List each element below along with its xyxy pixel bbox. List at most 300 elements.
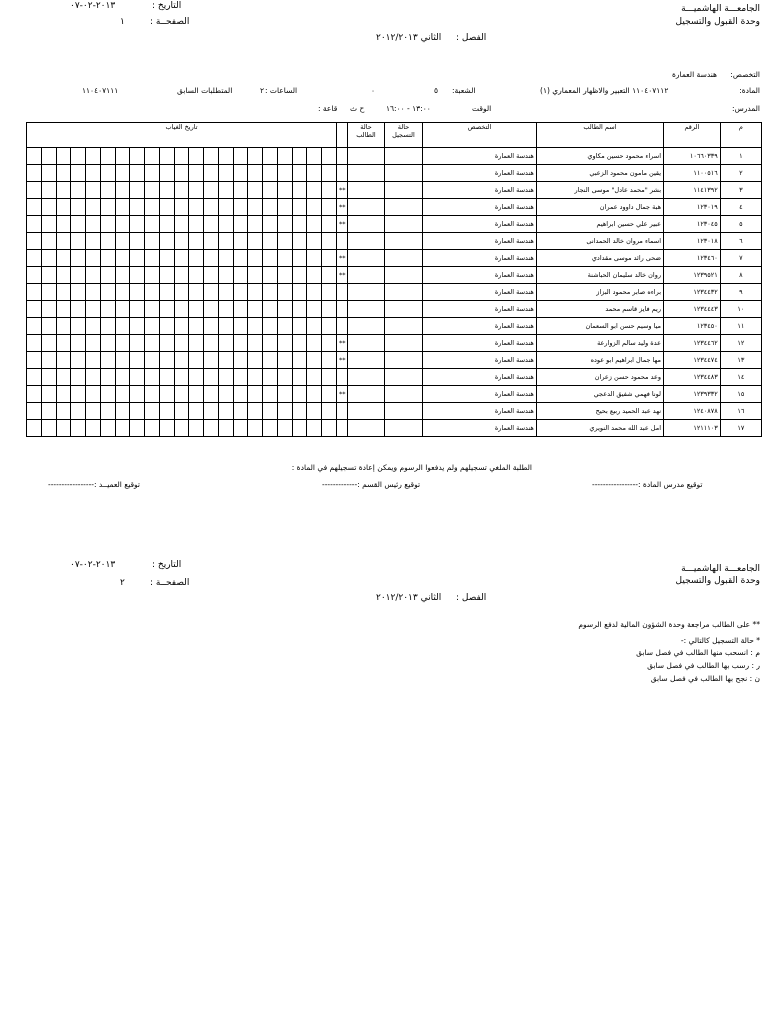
- student-status-cell: [348, 335, 384, 352]
- attendance-cell: [41, 369, 56, 386]
- attendance-cell: [307, 318, 322, 335]
- attendance-cell: [233, 369, 248, 386]
- student-status-cell: [348, 250, 384, 267]
- p2-note-2: * حالة التسجيل كالتالي :-: [680, 636, 760, 645]
- attendance-cell: [86, 284, 101, 301]
- attendance-cell: [277, 267, 292, 284]
- attendance-cell: [41, 352, 56, 369]
- attendance-cell: [159, 386, 174, 403]
- attendance-cell: [218, 199, 233, 216]
- row-number-cell: ١٣: [720, 352, 761, 369]
- attendance-cell: [130, 216, 145, 233]
- attendance-cell: [27, 352, 42, 369]
- registration-unit: وحدة القبول والتسجيل: [675, 17, 760, 27]
- attendance-cell: [277, 352, 292, 369]
- attendance-cell: [27, 267, 42, 284]
- attendance-cell: [159, 216, 174, 233]
- p2-note-5: ن : نجح بها الطالب في فصل سابق: [650, 674, 760, 683]
- semester-label: الفصل :: [456, 33, 487, 43]
- attendance-cell: [115, 318, 130, 335]
- p2-registration-unit: وحدة القبول والتسجيل: [675, 576, 760, 586]
- attendance-cell: [263, 335, 278, 352]
- row-number-cell: ٩: [720, 284, 761, 301]
- student-name-cell: اسراء محمود حسين مكاوي: [536, 148, 663, 165]
- section-value: ٥: [434, 86, 439, 95]
- attendance-cell: [263, 182, 278, 199]
- attendance-cell: [233, 403, 248, 420]
- attendance-cell: [204, 403, 219, 420]
- prereq-value: ١١٠٤٠٧١١١: [82, 86, 119, 95]
- attendance-cell: [130, 165, 145, 182]
- attendance-cell: [159, 250, 174, 267]
- attendance-cell: [322, 352, 337, 369]
- p2-semester-value: الثاني ٢٠١٢/٢٠١٣: [376, 593, 442, 603]
- major-value: هندسة العمارة: [672, 70, 718, 79]
- attendance-cell: [130, 301, 145, 318]
- attendance-cell: [248, 165, 263, 182]
- attendance-cell: [322, 250, 337, 267]
- attendance-cell: [41, 335, 56, 352]
- fee-flag-cell: [337, 403, 348, 420]
- dean-signature: توقيع العميــد :-----------------: [48, 480, 141, 489]
- attendance-cell: [56, 182, 71, 199]
- attendance-cell: [41, 403, 56, 420]
- attendance-cell: [130, 318, 145, 335]
- row-number-header: م: [720, 123, 761, 148]
- attendance-cell: [100, 369, 115, 386]
- student-id-cell: ١٢٣٤٤٧٤: [664, 352, 721, 369]
- attendance-cell: [56, 420, 71, 437]
- row-number-cell: ١٤: [720, 369, 761, 386]
- prereq-label: المتطلبات السابق: [177, 86, 233, 95]
- attendance-cell: [292, 386, 307, 403]
- table-row: [27, 386, 762, 403]
- attendance-cell: [248, 267, 263, 284]
- student-name-cell: ريم فايز قاسم محمد: [536, 301, 663, 318]
- attendance-cell: [27, 369, 42, 386]
- attendance-cell: [307, 420, 322, 437]
- attendance-cell: [145, 301, 160, 318]
- attendance-cell: [307, 352, 322, 369]
- attendance-cell: [56, 148, 71, 165]
- attendance-cell: [130, 420, 145, 437]
- attendance-cell: [307, 165, 322, 182]
- student-status-cell: [348, 301, 384, 318]
- attendance-cell: [41, 318, 56, 335]
- attendance-cell: [292, 199, 307, 216]
- student-id-header: الرقم: [664, 123, 721, 148]
- attendance-cell: [292, 182, 307, 199]
- attendance-cell: [56, 403, 71, 420]
- attendance-cell: [100, 301, 115, 318]
- attendance-cell: [307, 386, 322, 403]
- attendance-cell: [248, 233, 263, 250]
- fee-flag-cell: [337, 301, 348, 318]
- attendance-cell: [86, 301, 101, 318]
- table-row: [27, 165, 762, 182]
- attendance-cell: [100, 165, 115, 182]
- attendance-cell: [130, 403, 145, 420]
- attendance-cell: [233, 216, 248, 233]
- attendance-cell: [27, 335, 42, 352]
- attendance-cell: [145, 369, 160, 386]
- attendance-cell: [248, 250, 263, 267]
- fee-flag-cell: **: [337, 352, 348, 369]
- attendance-cell: [71, 250, 86, 267]
- time-label: الوقت: [472, 104, 492, 113]
- attendance-cell: [322, 284, 337, 301]
- attendance-cell: [174, 403, 189, 420]
- attendance-cell: [86, 369, 101, 386]
- attendance-cell: [115, 148, 130, 165]
- attendance-cell: [233, 199, 248, 216]
- attendance-cell: [248, 386, 263, 403]
- attendance-cell: [292, 420, 307, 437]
- attendance-cell: [56, 250, 71, 267]
- row-number-cell: ١: [720, 148, 761, 165]
- attendance-cell: [115, 199, 130, 216]
- specialization-cell: هندسة العمارة: [423, 301, 537, 318]
- attendance-cell: [71, 352, 86, 369]
- attendance-cell: [322, 182, 337, 199]
- attendance-cell: [115, 386, 130, 403]
- page-number: ١: [120, 17, 125, 27]
- student-status-header: حالة الطالب: [348, 123, 384, 148]
- student-name-cell: روان خالد سليمان الحباشنة: [536, 267, 663, 284]
- reg-status-cell: [384, 216, 423, 233]
- attendance-cell: [248, 318, 263, 335]
- attendance-cell: [277, 233, 292, 250]
- attendance-cell: [100, 284, 115, 301]
- attendance-cell: [174, 386, 189, 403]
- attendance-cell: [41, 386, 56, 403]
- course-value: ١١٠٤٠٧١١٢ التعبير والاظهار المعماري (١): [540, 86, 669, 95]
- attendance-cell: [189, 182, 204, 199]
- specialization-cell: هندسة العمارة: [423, 352, 537, 369]
- student-name-cell: مها جمال ابراهيم ابو عوده: [536, 352, 663, 369]
- student-name-cell: ميا وسيم حسن ابو السعمان: [536, 318, 663, 335]
- attendance-cell: [307, 284, 322, 301]
- attendance-cell: [263, 199, 278, 216]
- attendance-cell: [159, 301, 174, 318]
- reg-status-cell: [384, 301, 423, 318]
- attendance-cell: [322, 199, 337, 216]
- fee-flag-cell: [337, 148, 348, 165]
- attendance-cell: [71, 369, 86, 386]
- attendance-cell: [322, 403, 337, 420]
- attendance-cell: [277, 318, 292, 335]
- attendance-cell: [115, 216, 130, 233]
- attendance-cell: [86, 352, 101, 369]
- student-status-cell: [348, 148, 384, 165]
- attendance-cell: [56, 165, 71, 182]
- row-number-cell: ١١: [720, 318, 761, 335]
- attendance-cell: [130, 148, 145, 165]
- attendance-cell: [159, 352, 174, 369]
- attendance-cell: [100, 216, 115, 233]
- attendance-cell: [233, 284, 248, 301]
- attendance-cell: [277, 284, 292, 301]
- attendance-cell: [174, 165, 189, 182]
- student-id-cell: ١٢٣٤٤٦٢: [664, 335, 721, 352]
- attendance-cell: [307, 182, 322, 199]
- fee-flag-cell: [337, 284, 348, 301]
- attendance-cell: [204, 284, 219, 301]
- row-number-cell: ١٥: [720, 386, 761, 403]
- attendance-cell: [277, 369, 292, 386]
- attendance-cell: [145, 386, 160, 403]
- attendance-cell: [174, 250, 189, 267]
- attendance-cell: [86, 335, 101, 352]
- attendance-cell: [189, 386, 204, 403]
- attendance-cell: [27, 284, 42, 301]
- attendance-cell: [263, 250, 278, 267]
- cancelled-students-note: الطلبة الملغي تسجيلهم ولم يدفعوا الرسوم ويمكن إعادة تسجيلهم في المادة :: [291, 463, 532, 472]
- attendance-cell: [277, 386, 292, 403]
- attendance-cell: [174, 233, 189, 250]
- attendance-cell: [41, 420, 56, 437]
- hall-label: قاعة :: [318, 104, 338, 113]
- attendance-cell: [174, 267, 189, 284]
- attendance-cell: [218, 165, 233, 182]
- attendance-cell: [115, 420, 130, 437]
- attendance-cell: [263, 318, 278, 335]
- attendance-cell: [322, 301, 337, 318]
- attendance-cell: [100, 352, 115, 369]
- row-number-cell: ٥: [720, 216, 761, 233]
- attendance-cell: [174, 199, 189, 216]
- attendance-cell: [130, 267, 145, 284]
- reg-status-cell: [384, 250, 423, 267]
- attendance-cell: [233, 335, 248, 352]
- attendance-cell: [41, 301, 56, 318]
- student-roster-table: [26, 122, 762, 437]
- attendance-cell: [292, 284, 307, 301]
- attendance-cell: [71, 267, 86, 284]
- attendance-cell: [145, 403, 160, 420]
- attendance-cell: [204, 335, 219, 352]
- row-number-cell: ٨: [720, 267, 761, 284]
- fee-flag-cell: **: [337, 267, 348, 284]
- row-number-cell: ٧: [720, 250, 761, 267]
- fee-flag-cell: [337, 420, 348, 437]
- attendance-cell: [204, 301, 219, 318]
- attendance-cell: [189, 352, 204, 369]
- attendance-cell: [248, 148, 263, 165]
- attendance-cell: [115, 369, 130, 386]
- fee-flag-cell: **: [337, 216, 348, 233]
- student-status-cell: [348, 233, 384, 250]
- attendance-cell: [292, 301, 307, 318]
- attendance-cell: [56, 216, 71, 233]
- attendance-cell: [27, 318, 42, 335]
- attendance-cell: [100, 199, 115, 216]
- attendance-cell: [292, 369, 307, 386]
- table-row: [27, 369, 762, 386]
- fee-flag-cell: [337, 369, 348, 386]
- attendance-cell: [204, 148, 219, 165]
- attendance-cell: [218, 284, 233, 301]
- attendance-cell: [307, 335, 322, 352]
- specialization-cell: هندسة العمارة: [423, 335, 537, 352]
- attendance-cell: [218, 148, 233, 165]
- student-name-cell: وعد محمود حسن زعران: [536, 369, 663, 386]
- student-name-header: اسم الطالب: [536, 123, 663, 148]
- attendance-cell: [322, 335, 337, 352]
- attendance-cell: [233, 165, 248, 182]
- fee-flag-cell: **: [337, 335, 348, 352]
- fee-flag-cell: **: [337, 182, 348, 199]
- student-id-cell: ١٢٣٤٤٤٣: [664, 301, 721, 318]
- fee-flag-cell: [337, 165, 348, 182]
- attendance-cell: [86, 420, 101, 437]
- student-name-cell: امل عبد الله محمد النويري: [536, 420, 663, 437]
- attendance-cell: [233, 250, 248, 267]
- reg-status-cell: [384, 403, 423, 420]
- attendance-cell: [159, 369, 174, 386]
- student-name-cell: عدة وليد سالم الزوارعة: [536, 335, 663, 352]
- student-id-cell: ١٢١١١٠٣: [664, 420, 721, 437]
- fee-flag-cell: [337, 318, 348, 335]
- attendance-cell: [263, 267, 278, 284]
- specialization-cell: هندسة العمارة: [423, 267, 537, 284]
- p2-date-label: التاريخ :: [152, 560, 182, 570]
- days-value: ح ث: [350, 104, 365, 113]
- attendance-cell: [27, 250, 42, 267]
- university-name: الجامعـــة الهاشميـــة: [681, 4, 760, 14]
- attendance-cell: [100, 386, 115, 403]
- attendance-cell: [86, 267, 101, 284]
- attendance-cell: [204, 318, 219, 335]
- attendance-cell: [174, 420, 189, 437]
- attendance-cell: [41, 284, 56, 301]
- attendance-cell: [189, 403, 204, 420]
- table-row: [27, 199, 762, 216]
- attendance-cell: [233, 318, 248, 335]
- student-status-cell: [348, 318, 384, 335]
- attendance-cell: [130, 250, 145, 267]
- attendance-cell: [218, 318, 233, 335]
- attendance-cell: [189, 216, 204, 233]
- attendance-cell: [322, 216, 337, 233]
- student-name-cell: عبير علي حسين ابراهيم: [536, 216, 663, 233]
- reg-status-cell: [384, 420, 423, 437]
- attendance-cell: [56, 284, 71, 301]
- attendance-cell: [145, 284, 160, 301]
- attendance-cell: [233, 233, 248, 250]
- attendance-cell: [115, 352, 130, 369]
- zero-value: ٠: [371, 86, 376, 95]
- attendance-cell: [263, 403, 278, 420]
- attendance-cell: [27, 216, 42, 233]
- reg-status-cell: [384, 369, 423, 386]
- student-id-cell: ١٢٣٤٤٨٣: [664, 369, 721, 386]
- attendance-cell: [189, 420, 204, 437]
- attendance-cell: [233, 420, 248, 437]
- attendance-cell: [322, 318, 337, 335]
- attendance-cell: [27, 199, 42, 216]
- flag-col-header: [337, 123, 348, 148]
- student-id-cell: ١٠٦٦٠٣٣٩: [664, 148, 721, 165]
- attendance-cell: [71, 335, 86, 352]
- course-label: المادة:: [739, 86, 760, 95]
- specialization-header: التخصص: [423, 123, 537, 148]
- attendance-cell: [263, 352, 278, 369]
- attendance-cell: [71, 233, 86, 250]
- attendance-cell: [41, 148, 56, 165]
- attendance-cell: [189, 148, 204, 165]
- attendance-cell: [86, 250, 101, 267]
- instructor-label: المدرس:: [732, 104, 760, 113]
- attendance-cell: [145, 199, 160, 216]
- attendance-cell: [27, 233, 42, 250]
- specialization-cell: هندسة العمارة: [423, 216, 537, 233]
- attendance-cell: [218, 386, 233, 403]
- attendance-cell: [307, 199, 322, 216]
- attendance-cell: [218, 369, 233, 386]
- attendance-cell: [56, 301, 71, 318]
- attendance-cell: [145, 318, 160, 335]
- attendance-cell: [27, 148, 42, 165]
- attendance-cell: [263, 216, 278, 233]
- attendance-cell: [174, 216, 189, 233]
- row-number-cell: ٢: [720, 165, 761, 182]
- attendance-cell: [27, 165, 42, 182]
- attendance-cell: [277, 199, 292, 216]
- page-label: الصفحــة :: [150, 17, 190, 27]
- attendance-cell: [100, 403, 115, 420]
- table-row: [27, 148, 762, 165]
- student-id-cell: ١٢٣٤٥٠: [664, 318, 721, 335]
- attendance-cell: [159, 233, 174, 250]
- date-value: ٢٠١٣-٠٢-٠٧: [70, 1, 116, 11]
- attendance-cell: [189, 250, 204, 267]
- attendance-cell: [292, 352, 307, 369]
- attendance-cell: [130, 369, 145, 386]
- reg-status-header: حالة التسجيل: [384, 123, 423, 148]
- attendance-cell: [100, 250, 115, 267]
- attendance-cell: [277, 335, 292, 352]
- attendance-cell: [159, 403, 174, 420]
- attendance-cell: [115, 301, 130, 318]
- attendance-cell: [115, 403, 130, 420]
- student-status-cell: [348, 352, 384, 369]
- head-signature: توقيع رئيس القسم :-------------: [322, 480, 421, 489]
- p2-note-1: ** على الطالب مراجعة وحدة الشؤون المالية لدفع الرسوم: [578, 620, 760, 629]
- attendance-cell: [56, 352, 71, 369]
- specialization-cell: هندسة العمارة: [423, 369, 537, 386]
- student-name-cell: اسماء مروان خالد الحمدانى: [536, 233, 663, 250]
- student-id-cell: ١٢٣٩٣٣٢: [664, 386, 721, 403]
- attendance-cell: [292, 233, 307, 250]
- student-status-cell: [348, 420, 384, 437]
- specialization-cell: هندسة العمارة: [423, 318, 537, 335]
- attendance-cell: [292, 267, 307, 284]
- attendance-cell: [218, 335, 233, 352]
- p2-semester-label: الفصل :: [456, 593, 487, 603]
- table-row: [27, 250, 762, 267]
- table-row: [27, 267, 762, 284]
- attendance-cell: [204, 199, 219, 216]
- hours-value: ٢: [260, 86, 265, 95]
- attendance-cell: [100, 335, 115, 352]
- table-row: [27, 301, 762, 318]
- attendance-cell: [41, 199, 56, 216]
- attendance-cell: [174, 284, 189, 301]
- attendance-cell: [130, 386, 145, 403]
- attendance-cell: [204, 386, 219, 403]
- table-row: [27, 335, 762, 352]
